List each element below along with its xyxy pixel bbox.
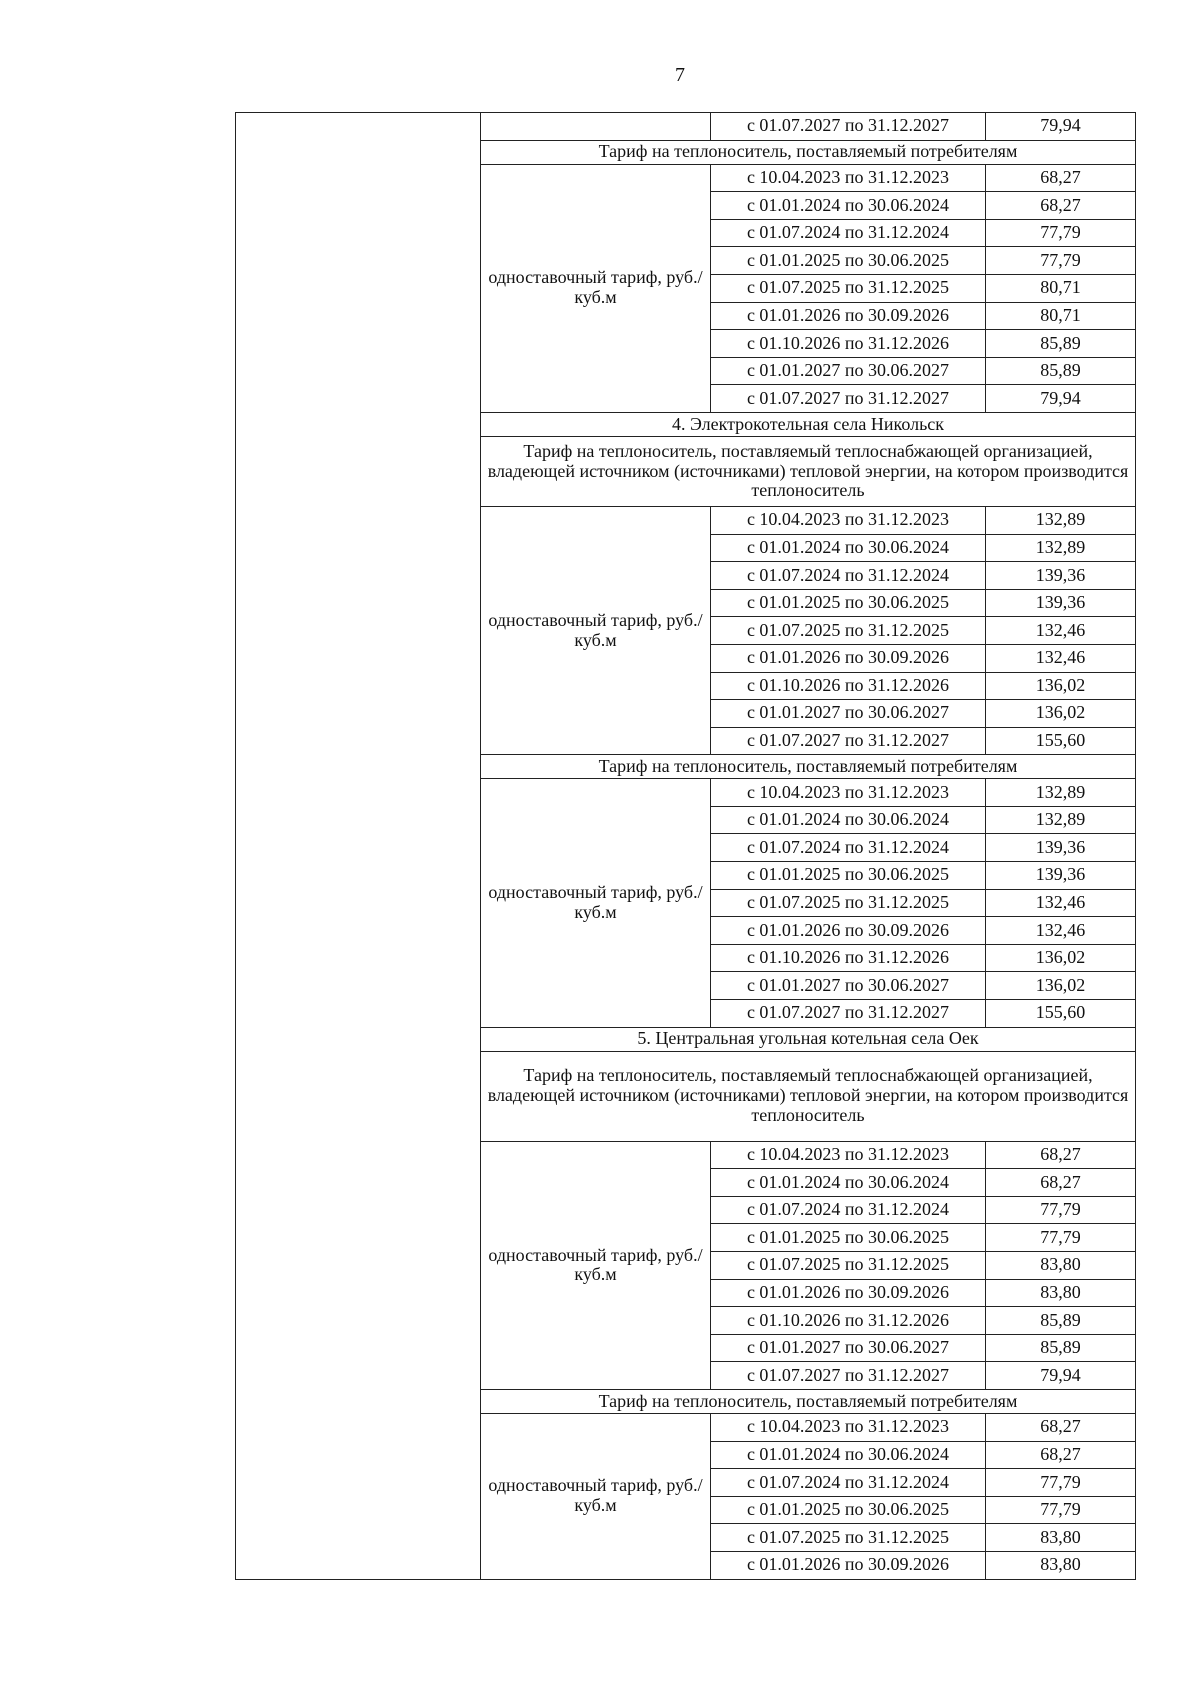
period-cell: с 01.01.2027 по 30.06.2027 xyxy=(711,1334,986,1362)
value-cell: 79,94 xyxy=(986,113,1136,141)
value-cell: 77,79 xyxy=(986,219,1136,247)
period-cell: с 01.07.2025 по 31.12.2025 xyxy=(711,1252,986,1280)
period-cell: с 01.07.2027 по 31.12.2027 xyxy=(711,1000,986,1028)
period-cell: с 10.04.2023 по 31.12.2023 xyxy=(711,164,986,192)
period-cell: с 01.07.2024 по 31.12.2024 xyxy=(711,1469,986,1497)
value-cell: 68,27 xyxy=(986,192,1136,220)
period-cell: с 01.01.2027 по 30.06.2027 xyxy=(711,357,986,385)
value-cell: 77,79 xyxy=(986,1196,1136,1224)
blank-column xyxy=(236,113,481,1580)
period-cell: с 01.07.2027 по 31.12.2027 xyxy=(711,1362,986,1390)
section-heading: Тариф на теплоноситель, поставляемый потребителям xyxy=(481,755,1136,779)
value-cell: 132,46 xyxy=(986,617,1136,645)
value-cell: 68,27 xyxy=(986,1169,1136,1197)
section-heading: Тариф на теплоноситель, поставляемый потребителям xyxy=(481,140,1136,164)
period-cell: с 01.07.2025 по 31.12.2025 xyxy=(711,889,986,917)
page-number: 7 xyxy=(675,64,685,86)
period-cell: с 01.01.2024 по 30.06.2024 xyxy=(711,1169,986,1197)
value-cell: 79,94 xyxy=(986,385,1136,413)
table-row xyxy=(236,113,1136,141)
value-cell: 139,36 xyxy=(986,589,1136,617)
value-cell: 83,80 xyxy=(986,1551,1136,1579)
value-cell: 83,80 xyxy=(986,1279,1136,1307)
period-cell: с 01.07.2027 по 31.12.2027 xyxy=(711,727,986,755)
value-cell: 80,71 xyxy=(986,274,1136,302)
period-cell: с 10.04.2023 по 31.12.2023 xyxy=(711,506,986,534)
tariff-type-label: одноставочный тариф, руб./куб.м xyxy=(481,506,711,754)
tariff-table xyxy=(235,112,1136,1580)
period-cell: с 01.10.2026 по 31.12.2026 xyxy=(711,330,986,358)
value-cell: 68,27 xyxy=(986,1413,1136,1441)
value-cell: 132,46 xyxy=(986,644,1136,672)
period-cell: с 01.01.2025 по 30.06.2025 xyxy=(711,247,986,275)
period-cell: с 01.01.2024 по 30.06.2024 xyxy=(711,1441,986,1469)
value-cell: 132,89 xyxy=(986,779,1136,807)
value-cell: 139,36 xyxy=(986,834,1136,862)
tariff-type-label: одноставочный тариф, руб./куб.м xyxy=(481,779,711,1027)
value-cell: 68,27 xyxy=(986,1141,1136,1169)
value-cell: 155,60 xyxy=(986,1000,1136,1028)
value-cell: 83,80 xyxy=(986,1524,1136,1552)
value-cell: 136,02 xyxy=(986,672,1136,700)
period-cell: с 01.07.2024 по 31.12.2024 xyxy=(711,1196,986,1224)
period-cell: с 01.01.2024 по 30.06.2024 xyxy=(711,192,986,220)
value-cell: 77,79 xyxy=(986,1469,1136,1497)
tariff-type-label: одноставочный тариф, руб./куб.м xyxy=(481,1141,711,1389)
value-cell: 139,36 xyxy=(986,862,1136,890)
value-cell: 83,80 xyxy=(986,1252,1136,1280)
value-cell: 77,79 xyxy=(986,1496,1136,1524)
period-cell: с 01.01.2025 по 30.06.2025 xyxy=(711,862,986,890)
period-cell: с 01.07.2024 по 31.12.2024 xyxy=(711,834,986,862)
label-cell-empty xyxy=(481,113,711,141)
tariff-type-label: одноставочный тариф, руб./куб.м xyxy=(481,1413,711,1579)
period-cell: с 01.01.2026 по 30.09.2026 xyxy=(711,917,986,945)
period-cell: с 01.07.2027 по 31.12.2027 xyxy=(711,113,986,141)
period-cell: с 01.01.2027 по 30.06.2027 xyxy=(711,972,986,1000)
period-cell: с 01.01.2026 по 30.09.2026 xyxy=(711,1279,986,1307)
period-cell: с 01.07.2025 по 31.12.2025 xyxy=(711,1524,986,1552)
value-cell: 68,27 xyxy=(986,1441,1136,1469)
value-cell: 132,46 xyxy=(986,917,1136,945)
section-title: 4. Электрокотельная села Никольск xyxy=(481,412,1136,436)
period-cell: с 01.01.2024 по 30.06.2024 xyxy=(711,806,986,834)
value-cell: 85,89 xyxy=(986,1307,1136,1335)
period-cell: с 01.10.2026 по 31.12.2026 xyxy=(711,944,986,972)
period-cell: с 01.01.2025 по 30.06.2025 xyxy=(711,1496,986,1524)
period-cell: с 01.01.2026 по 30.09.2026 xyxy=(711,644,986,672)
value-cell: 155,60 xyxy=(986,727,1136,755)
value-cell: 85,89 xyxy=(986,1334,1136,1362)
section-title: 5. Центральная угольная котельная села Оек xyxy=(481,1027,1136,1051)
period-cell: с 01.01.2024 по 30.06.2024 xyxy=(711,534,986,562)
period-cell: с 01.10.2026 по 31.12.2026 xyxy=(711,672,986,700)
tariff-type-label: одноставочный тариф, руб./куб.м xyxy=(481,164,711,412)
value-cell: 77,79 xyxy=(986,247,1136,275)
period-cell: с 01.01.2025 по 30.06.2025 xyxy=(711,589,986,617)
section-heading: Тариф на теплоноситель, поставляемый потребителям xyxy=(481,1389,1136,1413)
value-cell: 77,79 xyxy=(986,1224,1136,1252)
period-cell: с 01.01.2026 по 30.09.2026 xyxy=(711,1551,986,1579)
value-cell: 132,89 xyxy=(986,506,1136,534)
value-cell: 139,36 xyxy=(986,562,1136,590)
period-cell: с 01.07.2024 по 31.12.2024 xyxy=(711,562,986,590)
period-cell: с 01.07.2025 по 31.12.2025 xyxy=(711,274,986,302)
section-heading: Тариф на теплоноситель, поставляемый теплоснабжающей организацией, владеющей источником (источниками) тепловой энергии, на котором производится теплоноситель xyxy=(481,436,1136,506)
period-cell: с 01.10.2026 по 31.12.2026 xyxy=(711,1307,986,1335)
value-cell: 136,02 xyxy=(986,944,1136,972)
period-cell: с 01.01.2025 по 30.06.2025 xyxy=(711,1224,986,1252)
value-cell: 68,27 xyxy=(986,164,1136,192)
value-cell: 80,71 xyxy=(986,302,1136,330)
period-cell: с 10.04.2023 по 31.12.2023 xyxy=(711,1413,986,1441)
value-cell: 136,02 xyxy=(986,972,1136,1000)
value-cell: 136,02 xyxy=(986,700,1136,728)
period-cell: с 10.04.2023 по 31.12.2023 xyxy=(711,1141,986,1169)
value-cell: 132,46 xyxy=(986,889,1136,917)
period-cell: с 01.07.2024 по 31.12.2024 xyxy=(711,219,986,247)
value-cell: 132,89 xyxy=(986,534,1136,562)
value-cell: 79,94 xyxy=(986,1362,1136,1390)
period-cell: с 01.07.2027 по 31.12.2027 xyxy=(711,385,986,413)
period-cell: с 10.04.2023 по 31.12.2023 xyxy=(711,779,986,807)
period-cell: с 01.01.2027 по 30.06.2027 xyxy=(711,700,986,728)
section-heading: Тариф на теплоноситель, поставляемый теплоснабжающей организацией, владеющей источником (источниками) тепловой энергии, на котором производится теплоноситель xyxy=(481,1051,1136,1141)
value-cell: 85,89 xyxy=(986,330,1136,358)
tariff-table-body xyxy=(236,113,1136,1580)
value-cell: 132,89 xyxy=(986,806,1136,834)
period-cell: с 01.01.2026 по 30.09.2026 xyxy=(711,302,986,330)
value-cell: 85,89 xyxy=(986,357,1136,385)
period-cell: с 01.07.2025 по 31.12.2025 xyxy=(711,617,986,645)
